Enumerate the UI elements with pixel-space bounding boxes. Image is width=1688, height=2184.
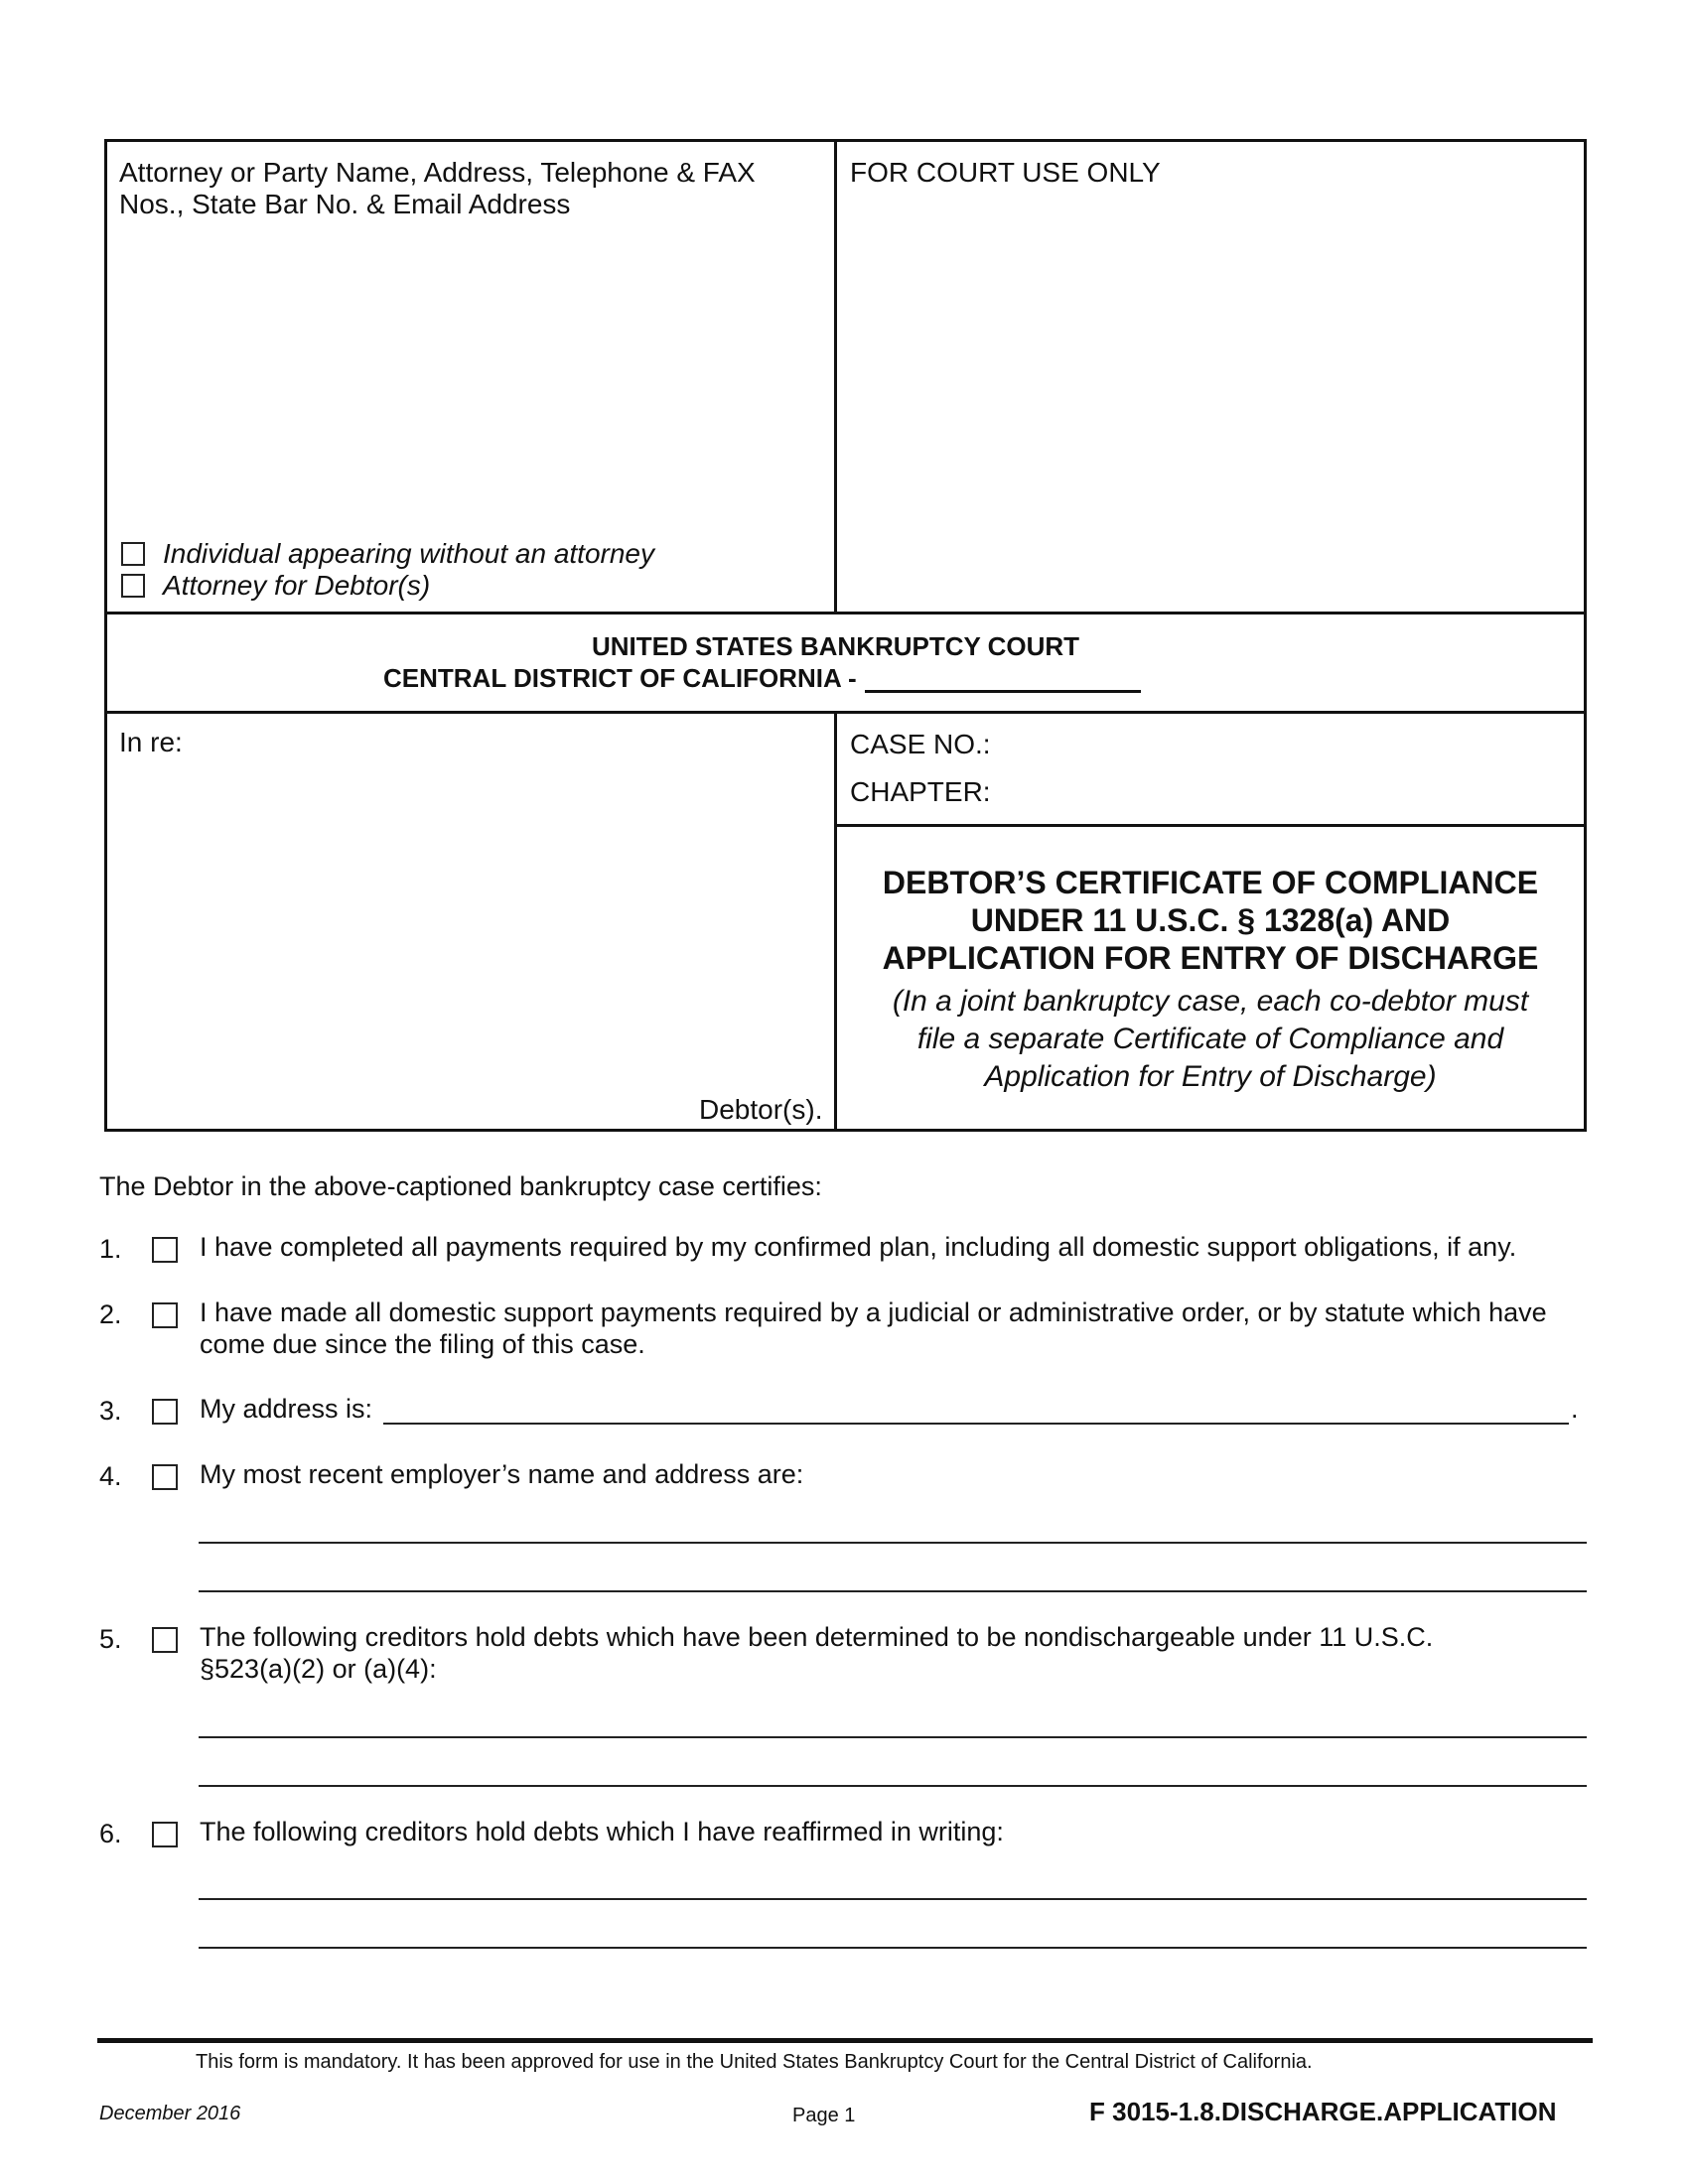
item-4-text: My most recent employer’s name and address are: bbox=[200, 1459, 804, 1489]
item-3-number: 3. bbox=[99, 1396, 122, 1426]
court-use-label: FOR COURT USE ONLY bbox=[850, 157, 1161, 188]
item-3-text: My address is: bbox=[200, 1394, 373, 1424]
subtitle-line3: Application for Entry of Discharge) bbox=[984, 1060, 1437, 1093]
debtors-label: Debtor(s). bbox=[699, 1094, 823, 1125]
page-number: Page 1 bbox=[792, 2105, 856, 2126]
item-5-line2: §523(a)(2) or (a)(4): bbox=[200, 1654, 437, 1684]
employer-field-line1[interactable] bbox=[199, 1542, 1587, 1544]
item-6-number: 6. bbox=[99, 1819, 122, 1848]
item-6-checkbox[interactable] bbox=[152, 1822, 178, 1847]
item-6-text: The following creditors hold debts which I have reaffirmed in writing: bbox=[200, 1817, 1004, 1846]
nondischargeable-field-line1[interactable] bbox=[199, 1736, 1587, 1738]
case-no-label: CASE NO.: bbox=[850, 729, 991, 759]
form-id: F 3015-1.8.DISCHARGE.APPLICATION bbox=[1089, 2097, 1557, 2126]
attorney-label-line1: Attorney or Party Name, Address, Telephone & FAX bbox=[119, 157, 756, 188]
item-1-number: 1. bbox=[99, 1234, 122, 1264]
individual-checkbox[interactable] bbox=[121, 542, 145, 566]
item-2-line2: come due since the filing of this case. bbox=[200, 1329, 645, 1359]
item-2-text bbox=[200, 1297, 1547, 1360]
case-no-field[interactable] bbox=[993, 727, 1569, 760]
item-5-text bbox=[200, 1621, 1433, 1685]
caption-divider-top bbox=[834, 139, 837, 614]
subtitle-line2: file a separate Certificate of Compliance and bbox=[916, 1023, 1504, 1055]
title-line3: APPLICATION FOR ENTRY OF DISCHARGE bbox=[882, 940, 1539, 976]
item-5-number: 5. bbox=[99, 1624, 122, 1654]
reaffirmed-field-line2[interactable] bbox=[199, 1947, 1587, 1949]
item-5-checkbox[interactable] bbox=[152, 1627, 178, 1653]
district-line bbox=[383, 663, 1141, 693]
form-subtitle bbox=[837, 983, 1584, 1096]
attorney-label-line2: Nos., State Bar No. & Email Address bbox=[119, 189, 571, 219]
debtor-name-field[interactable] bbox=[117, 774, 812, 1072]
item-3-checkbox[interactable] bbox=[152, 1399, 178, 1425]
mandatory-note: This form is mandatory. It has been approved for use in the United States Bankruptcy Court for the Central District of California. bbox=[196, 2051, 1313, 2073]
intro-text: The Debtor in the above-captioned bankruptcy case certifies: bbox=[99, 1171, 822, 1201]
item-1-text: I have completed all payments required by my confirmed plan, including all domestic support obligations, if any. bbox=[200, 1232, 1517, 1262]
item-1-checkbox[interactable] bbox=[152, 1237, 178, 1263]
attorney-for-debtor-label: Attorney for Debtor(s) bbox=[163, 570, 431, 601]
item-2-checkbox[interactable] bbox=[152, 1302, 178, 1328]
address-field[interactable] bbox=[383, 1423, 1569, 1425]
attorney-for-debtor-checkbox[interactable] bbox=[121, 574, 145, 598]
chapter-label: CHAPTER: bbox=[850, 776, 991, 807]
in-re-label: In re: bbox=[119, 727, 183, 757]
caption-rule-3 bbox=[834, 824, 1587, 827]
footer-rule bbox=[97, 2038, 1593, 2043]
district-label: CENTRAL DISTRICT OF CALIFORNIA - bbox=[383, 663, 857, 693]
employer-field-line2[interactable] bbox=[199, 1590, 1587, 1592]
item-4-checkbox[interactable] bbox=[152, 1464, 178, 1490]
attorney-info-field[interactable] bbox=[117, 228, 822, 526]
court-name: UNITED STATES BANKRUPTCY COURT bbox=[591, 631, 1080, 661]
item-3-period: . bbox=[1571, 1394, 1579, 1424]
item-4-number: 4. bbox=[99, 1461, 122, 1491]
item-2-number: 2. bbox=[99, 1299, 122, 1329]
reaffirmed-field-line1[interactable] bbox=[199, 1898, 1587, 1900]
caption-rule-1 bbox=[104, 612, 1587, 614]
item-5-line1: The following creditors hold debts which have been determined to be nondischargeable under 11 U.S.C. bbox=[200, 1622, 1434, 1652]
attorney-label bbox=[119, 157, 756, 220]
form-date: December 2016 bbox=[99, 2103, 241, 2124]
nondischargeable-field-line2[interactable] bbox=[199, 1785, 1587, 1787]
individual-label: Individual appearing without an attorney bbox=[163, 538, 655, 569]
title-line2: UNDER 11 U.S.C. § 1328(a) AND bbox=[970, 902, 1451, 938]
subtitle-line1: (In a joint bankruptcy case, each co-debtor must bbox=[892, 985, 1529, 1018]
form-title bbox=[837, 864, 1584, 977]
district-division-field[interactable] bbox=[865, 664, 1141, 693]
caption-rule-2 bbox=[104, 711, 1587, 714]
item-2-line1: I have made all domestic support payments required by a judicial or administrative order, or by statute which have bbox=[200, 1297, 1547, 1327]
title-line1: DEBTOR’S CERTIFICATE OF COMPLIANCE bbox=[882, 865, 1539, 900]
chapter-field[interactable] bbox=[993, 774, 1569, 808]
